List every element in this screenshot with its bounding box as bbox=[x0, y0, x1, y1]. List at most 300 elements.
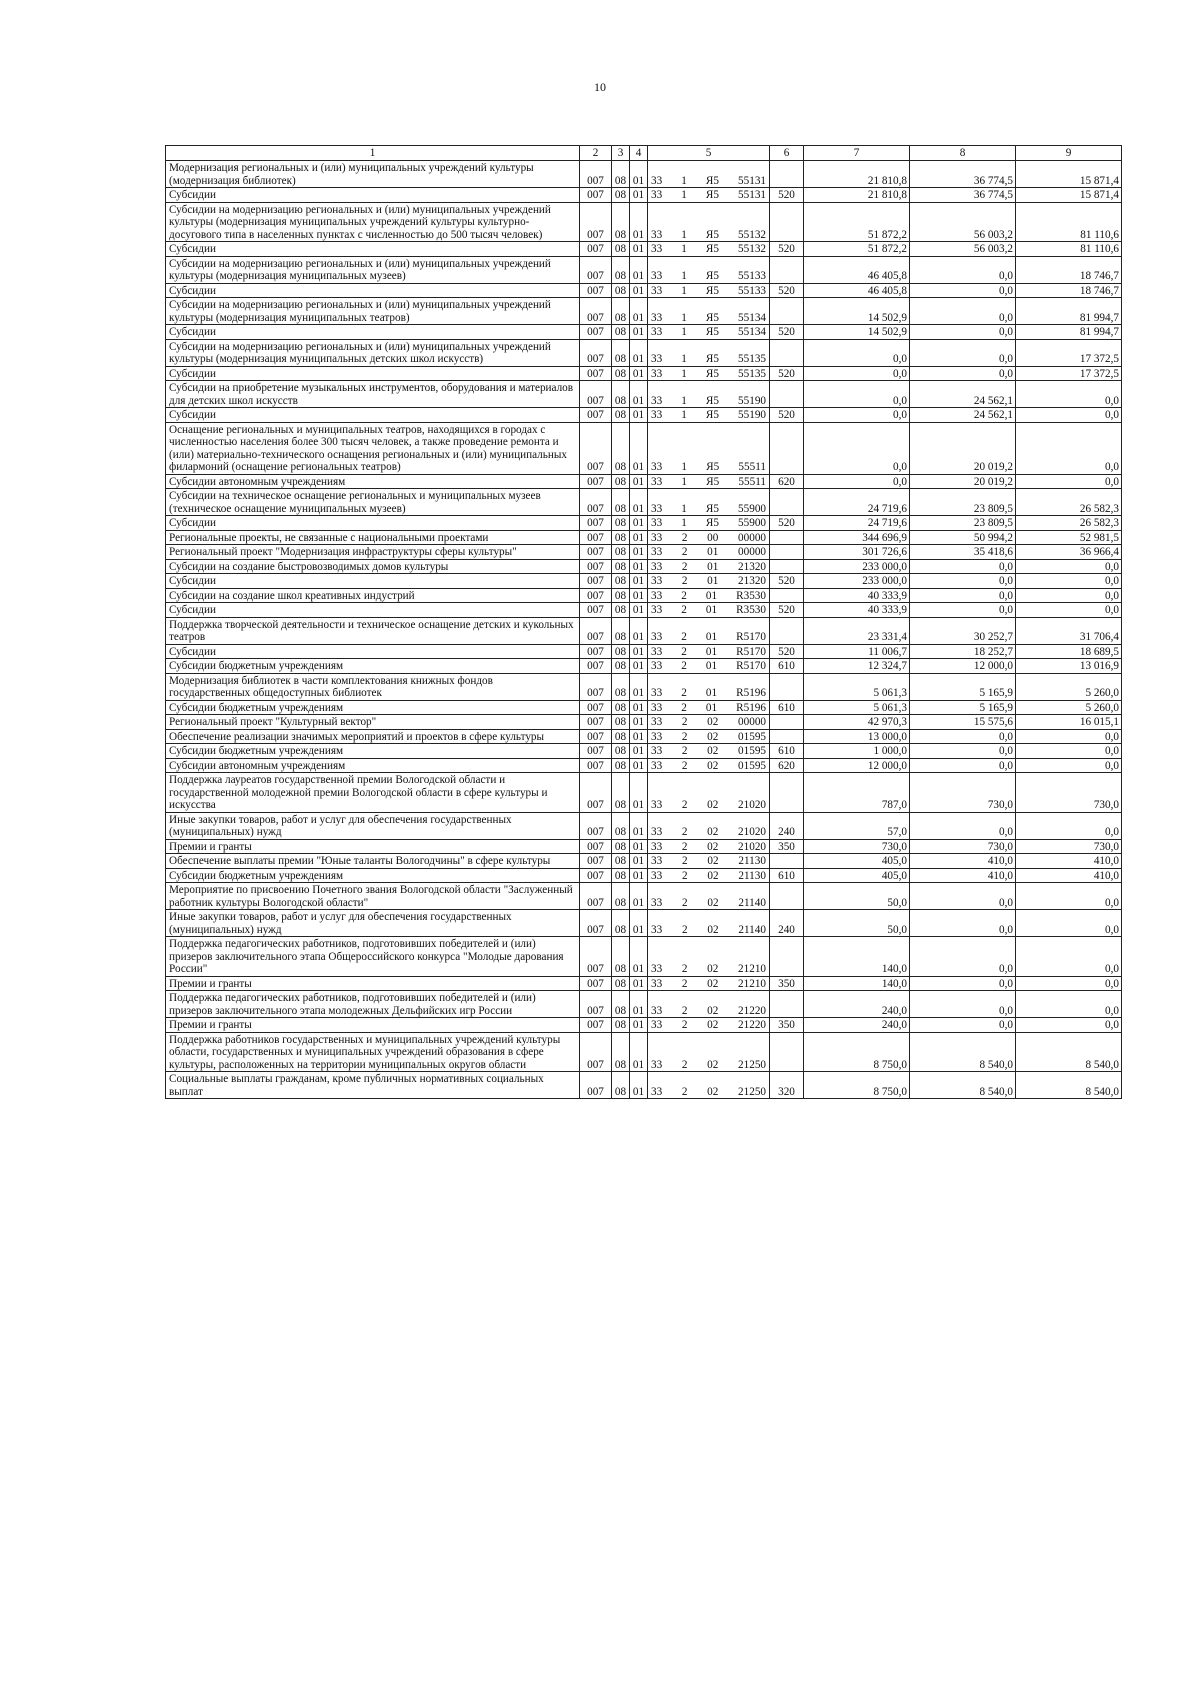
target-article-program: 33 bbox=[651, 326, 663, 338]
amount-year-3: 16 015,1 bbox=[1016, 715, 1122, 730]
ministry-code: 007 bbox=[580, 339, 612, 366]
target-article-parts bbox=[649, 855, 768, 868]
target-article-parts bbox=[649, 546, 768, 559]
target-article-program: 33 bbox=[651, 531, 663, 544]
amount-year-2: 36 774,5 bbox=[910, 188, 1016, 203]
target-article-project: Я5 bbox=[705, 502, 719, 515]
expense-type-code bbox=[770, 339, 804, 366]
row-name: Иные закупки товаров, работ и услуг для обеспечения государственных (муниципальных) нужд bbox=[166, 910, 580, 937]
section-code: 08 bbox=[612, 366, 630, 381]
section-code: 08 bbox=[612, 1072, 630, 1099]
target-article-program: 33 bbox=[651, 869, 663, 882]
row-name: Поддержка лауреатов государственной премии Вологодской области и государственной молодежной премии Вологодской области в сфере культуры и искусства bbox=[166, 773, 580, 813]
amount-year-1: 240,0 bbox=[804, 991, 910, 1018]
amount-year-1: 1 000,0 bbox=[804, 744, 910, 759]
target-article-project: 01 bbox=[705, 660, 718, 672]
target-article-code bbox=[648, 242, 770, 257]
expense-type-code bbox=[770, 545, 804, 560]
expense-type-code: 520 bbox=[770, 574, 804, 589]
amount-year-1: 140,0 bbox=[804, 937, 910, 977]
target-article-parts bbox=[649, 870, 768, 883]
target-article-direction: 55900 bbox=[738, 517, 766, 529]
table-row bbox=[166, 603, 1122, 618]
table-row bbox=[166, 644, 1122, 659]
amount-year-3: 730,0 bbox=[1016, 773, 1122, 813]
target-article-project: Я5 bbox=[705, 517, 719, 529]
target-article-project: 00 bbox=[707, 531, 719, 544]
subsection-code: 01 bbox=[630, 644, 648, 659]
target-article-direction: 55135 bbox=[738, 353, 766, 365]
subsection-code: 01 bbox=[630, 1032, 648, 1072]
target-article-code bbox=[648, 574, 770, 589]
amount-year-1: 5 061,3 bbox=[804, 700, 910, 715]
target-article-parts bbox=[649, 745, 768, 758]
target-article-project: 02 bbox=[707, 855, 719, 867]
target-article-code bbox=[648, 937, 770, 977]
amount-year-2: 0,0 bbox=[910, 937, 1016, 977]
target-article-code bbox=[648, 381, 770, 408]
amount-year-2: 50 994,2 bbox=[910, 530, 1016, 545]
target-article-direction: R5170 bbox=[736, 645, 766, 658]
target-article-project: Я5 bbox=[705, 174, 719, 187]
row-name: Региональные проекты, не связанные с национальными проектами bbox=[166, 530, 580, 545]
amount-year-1: 301 726,6 bbox=[804, 545, 910, 560]
target-article-code bbox=[648, 673, 770, 700]
table-row bbox=[166, 854, 1122, 869]
target-article-code bbox=[648, 422, 770, 474]
target-article-code bbox=[648, 868, 770, 883]
target-article-type: 2 bbox=[682, 855, 688, 867]
target-article-direction: 01595 bbox=[738, 745, 766, 757]
ministry-code: 007 bbox=[580, 991, 612, 1018]
table-row bbox=[166, 1032, 1122, 1072]
amount-year-3: 410,0 bbox=[1016, 854, 1122, 869]
amount-year-2: 0,0 bbox=[910, 256, 1016, 283]
subsection-code: 01 bbox=[630, 530, 648, 545]
amount-year-3: 18 746,7 bbox=[1016, 283, 1122, 298]
subsection-code: 01 bbox=[630, 366, 648, 381]
target-article-project: 02 bbox=[707, 977, 719, 990]
target-article-type: 2 bbox=[681, 575, 688, 587]
amount-year-1: 12 000,0 bbox=[804, 758, 910, 773]
ministry-code: 007 bbox=[580, 474, 612, 489]
ministry-code: 007 bbox=[580, 773, 612, 813]
amount-year-1: 46 405,8 bbox=[804, 256, 910, 283]
table-row bbox=[166, 617, 1122, 644]
target-article-type: 2 bbox=[681, 645, 687, 658]
target-article-parts bbox=[649, 326, 768, 339]
amount-year-2: 20 019,2 bbox=[910, 474, 1016, 489]
amount-year-1: 344 696,9 bbox=[804, 530, 910, 545]
table-row bbox=[166, 574, 1122, 589]
amount-year-3: 18 689,5 bbox=[1016, 644, 1122, 659]
target-article-parts bbox=[649, 353, 768, 366]
amount-year-2: 0,0 bbox=[910, 574, 1016, 589]
amount-year-3: 0,0 bbox=[1016, 744, 1122, 759]
target-article-project: 02 bbox=[707, 963, 719, 975]
target-article-code bbox=[648, 910, 770, 937]
subsection-code: 01 bbox=[630, 991, 648, 1018]
target-article-project: Я5 bbox=[705, 409, 719, 421]
row-name: Субсидии бюджетным учреждениям bbox=[166, 744, 580, 759]
target-article-code bbox=[648, 744, 770, 759]
table-row bbox=[166, 489, 1122, 516]
target-article-direction: 55132 bbox=[738, 228, 766, 241]
amount-year-1: 5 061,3 bbox=[804, 673, 910, 700]
amount-year-3: 81 110,6 bbox=[1016, 202, 1122, 242]
amount-year-1: 8 750,0 bbox=[804, 1072, 910, 1099]
target-article-parts bbox=[649, 963, 768, 976]
target-article-direction: 55134 bbox=[738, 311, 766, 324]
expense-type-code: 610 bbox=[770, 659, 804, 674]
target-article-project: Я5 bbox=[705, 228, 719, 241]
target-article-type: 2 bbox=[681, 589, 687, 602]
target-article-program: 33 bbox=[651, 394, 663, 407]
table-row bbox=[166, 474, 1122, 489]
ministry-code: 007 bbox=[580, 868, 612, 883]
target-article-parts bbox=[649, 1019, 768, 1032]
target-article-parts bbox=[649, 175, 768, 188]
section-code: 08 bbox=[612, 603, 630, 618]
amount-year-2: 0,0 bbox=[910, 991, 1016, 1018]
header-cell: 2 bbox=[580, 146, 612, 161]
page-number: 10 bbox=[594, 80, 606, 94]
target-article-project: 02 bbox=[707, 1019, 719, 1031]
table-row bbox=[166, 715, 1122, 730]
amount-year-2: 23 809,5 bbox=[910, 489, 1016, 516]
subsection-code: 01 bbox=[630, 202, 648, 242]
amount-year-2: 12 000,0 bbox=[910, 659, 1016, 674]
expense-type-code bbox=[770, 202, 804, 242]
target-article-project: 02 bbox=[707, 1004, 719, 1017]
ministry-code: 007 bbox=[580, 1018, 612, 1033]
amount-year-1: 40 333,9 bbox=[804, 588, 910, 603]
ministry-code: 007 bbox=[580, 202, 612, 242]
target-article-direction: 55511 bbox=[738, 461, 766, 473]
table-row bbox=[166, 545, 1122, 560]
subsection-code: 01 bbox=[630, 758, 648, 773]
table-row bbox=[166, 673, 1122, 700]
amount-year-2: 56 003,2 bbox=[910, 242, 1016, 257]
table-row bbox=[166, 530, 1122, 545]
amount-year-2: 23 809,5 bbox=[910, 516, 1016, 531]
target-article-project: 02 bbox=[707, 759, 719, 772]
amount-year-3: 36 966,4 bbox=[1016, 545, 1122, 560]
row-name: Иные закупки товаров, работ и услуг для обеспечения государственных (муниципальных) нужд bbox=[166, 812, 580, 839]
target-article-direction: 55134 bbox=[738, 326, 766, 338]
ministry-code: 007 bbox=[580, 1072, 612, 1099]
target-article-program: 33 bbox=[651, 687, 663, 699]
target-article-project: Я5 bbox=[705, 189, 719, 201]
ministry-code: 007 bbox=[580, 659, 612, 674]
target-article-project: 02 bbox=[707, 923, 719, 936]
expense-type-code: 350 bbox=[770, 839, 804, 854]
target-article-type: 2 bbox=[681, 730, 688, 743]
ministry-code: 007 bbox=[580, 242, 612, 257]
expense-type-code: 620 bbox=[770, 758, 804, 773]
target-article-program: 33 bbox=[651, 174, 663, 187]
table-row bbox=[166, 366, 1122, 381]
target-article-parts bbox=[649, 1086, 768, 1099]
subsection-code: 01 bbox=[630, 422, 648, 474]
target-article-parts bbox=[649, 409, 768, 422]
target-article-direction: 55133 bbox=[738, 270, 766, 282]
target-article-type: 1 bbox=[681, 475, 687, 488]
expense-type-code bbox=[770, 381, 804, 408]
amount-year-2: 0,0 bbox=[910, 298, 1016, 325]
ministry-code: 007 bbox=[580, 617, 612, 644]
table-row bbox=[166, 516, 1122, 531]
subsection-code: 01 bbox=[630, 659, 648, 674]
ministry-code: 007 bbox=[580, 883, 612, 910]
target-article-parts bbox=[649, 368, 768, 381]
target-article-type: 1 bbox=[681, 311, 687, 324]
target-article-program: 33 bbox=[651, 759, 663, 772]
target-article-project: 02 bbox=[707, 826, 719, 838]
target-article-program: 33 bbox=[651, 311, 663, 324]
amount-year-1: 11 006,7 bbox=[804, 644, 910, 659]
amount-year-3: 0,0 bbox=[1016, 408, 1122, 423]
target-article-type: 2 bbox=[681, 631, 687, 643]
table-row bbox=[166, 910, 1122, 937]
expense-type-code bbox=[770, 530, 804, 545]
amount-year-2: 36 774,5 bbox=[910, 161, 1016, 188]
ministry-code: 007 bbox=[580, 603, 612, 618]
target-article-direction: 21220 bbox=[738, 1019, 766, 1031]
section-code: 08 bbox=[612, 530, 630, 545]
target-article-code bbox=[648, 530, 770, 545]
target-article-direction: 21250 bbox=[738, 1085, 766, 1098]
target-article-type: 1 bbox=[681, 367, 687, 380]
amount-year-1: 8 750,0 bbox=[804, 1032, 910, 1072]
ministry-code: 007 bbox=[580, 516, 612, 531]
target-article-parts bbox=[649, 799, 768, 812]
table-row bbox=[166, 1018, 1122, 1033]
target-article-code bbox=[648, 976, 770, 991]
target-article-direction: 21020 bbox=[738, 826, 766, 838]
target-article-code bbox=[648, 758, 770, 773]
row-name: Субсидии bbox=[166, 408, 580, 423]
header-cell: 7 bbox=[804, 146, 910, 161]
amount-year-3: 81 994,7 bbox=[1016, 325, 1122, 340]
amount-year-3: 0,0 bbox=[1016, 758, 1122, 773]
target-article-program: 33 bbox=[651, 963, 663, 975]
target-article-type: 1 bbox=[681, 174, 687, 187]
target-article-parts bbox=[649, 461, 768, 474]
amount-year-1: 14 502,9 bbox=[804, 298, 910, 325]
table-row bbox=[166, 812, 1122, 839]
section-code: 08 bbox=[612, 559, 630, 574]
target-article-project: Я5 bbox=[705, 311, 719, 324]
target-article-type: 2 bbox=[681, 745, 688, 757]
row-name: Премии и гранты bbox=[166, 839, 580, 854]
target-article-parts bbox=[649, 716, 768, 729]
target-article-code bbox=[648, 773, 770, 813]
target-article-project: 01 bbox=[705, 645, 718, 658]
subsection-code: 01 bbox=[630, 516, 648, 531]
target-article-direction: R5170 bbox=[736, 631, 766, 643]
target-article-program: 33 bbox=[651, 716, 663, 728]
amount-year-3: 0,0 bbox=[1016, 588, 1122, 603]
table-row bbox=[166, 242, 1122, 257]
subsection-code: 01 bbox=[630, 744, 648, 759]
amount-year-1: 240,0 bbox=[804, 1018, 910, 1033]
row-name: Субсидии bbox=[166, 603, 580, 618]
expense-type-code bbox=[770, 1032, 804, 1072]
ministry-code: 007 bbox=[580, 366, 612, 381]
amount-year-1: 0,0 bbox=[804, 381, 910, 408]
ministry-code: 007 bbox=[580, 545, 612, 560]
target-article-project: Я5 bbox=[706, 461, 720, 473]
expense-type-code bbox=[770, 854, 804, 869]
amount-year-2: 0,0 bbox=[910, 588, 1016, 603]
amount-year-3: 0,0 bbox=[1016, 937, 1122, 977]
amount-year-2: 0,0 bbox=[910, 812, 1016, 839]
target-article-direction: 21020 bbox=[738, 799, 766, 811]
target-article-project: 02 bbox=[707, 745, 719, 757]
amount-year-2: 20 019,2 bbox=[910, 422, 1016, 474]
table-row bbox=[166, 937, 1122, 977]
target-article-parts bbox=[649, 189, 768, 202]
ministry-code: 007 bbox=[580, 758, 612, 773]
amount-year-2: 24 562,1 bbox=[910, 408, 1016, 423]
table-row bbox=[166, 283, 1122, 298]
amount-year-3: 26 582,3 bbox=[1016, 516, 1122, 531]
amount-year-1: 42 970,3 bbox=[804, 715, 910, 730]
target-article-program: 33 bbox=[651, 461, 663, 473]
subsection-code: 01 bbox=[630, 339, 648, 366]
ministry-code: 007 bbox=[580, 644, 612, 659]
target-article-program: 33 bbox=[651, 604, 663, 616]
section-code: 08 bbox=[612, 1032, 630, 1072]
section-code: 08 bbox=[612, 991, 630, 1018]
amount-year-1: 24 719,6 bbox=[804, 489, 910, 516]
section-code: 08 bbox=[612, 812, 630, 839]
amount-year-3: 81 110,6 bbox=[1016, 242, 1122, 257]
row-name: Субсидии на модернизацию региональных и (или) муниципальных учреждений культуры (модернизация муниципальных музеев) bbox=[166, 256, 580, 283]
amount-year-3: 0,0 bbox=[1016, 559, 1122, 574]
row-name: Поддержка педагогических работников, подготовивших победителей и (или) призеров заключительного этапа Общероссийского конкурса "Молодые дарования России" bbox=[166, 937, 580, 977]
subsection-code: 01 bbox=[630, 489, 648, 516]
subsection-code: 01 bbox=[630, 603, 648, 618]
target-article-project: 01 bbox=[707, 560, 719, 573]
target-article-parts bbox=[649, 631, 768, 644]
table-row bbox=[166, 991, 1122, 1018]
target-article-direction: R5170 bbox=[736, 660, 766, 672]
amount-year-2: 8 540,0 bbox=[910, 1072, 1016, 1099]
target-article-type: 2 bbox=[681, 604, 687, 616]
target-article-program: 33 bbox=[651, 1004, 663, 1017]
header-cell: 5 bbox=[648, 146, 770, 161]
target-article-program: 33 bbox=[651, 475, 663, 488]
subsection-code: 01 bbox=[630, 673, 648, 700]
section-code: 08 bbox=[612, 937, 630, 977]
row-name: Оснащение региональных и муниципальных театров, находящихся в городах с численностью населения более 300 тысяч человек, а также проведение ремонта и (или) материально-технического оснащения региональных и (или) муниципальных филармоний (оснащение региональных театров) bbox=[166, 422, 580, 474]
target-article-type: 2 bbox=[681, 977, 688, 990]
amount-year-2: 0,0 bbox=[910, 729, 1016, 744]
target-article-program: 33 bbox=[651, 270, 663, 282]
row-name: Субсидии автономным учреждениям bbox=[166, 474, 580, 489]
amount-year-1: 51 872,2 bbox=[804, 202, 910, 242]
target-article-parts bbox=[649, 924, 768, 937]
target-article-parts bbox=[649, 897, 768, 910]
table-row bbox=[166, 408, 1122, 423]
budget-table bbox=[165, 145, 1122, 1099]
amount-year-1: 57,0 bbox=[804, 812, 910, 839]
expense-type-code: 610 bbox=[770, 700, 804, 715]
amount-year-3: 0,0 bbox=[1016, 574, 1122, 589]
table-row bbox=[166, 422, 1122, 474]
target-article-parts bbox=[649, 702, 768, 715]
amount-year-1: 0,0 bbox=[804, 339, 910, 366]
subsection-code: 01 bbox=[630, 729, 648, 744]
expense-type-code: 520 bbox=[770, 644, 804, 659]
target-article-type: 2 bbox=[681, 759, 688, 772]
target-article-type: 2 bbox=[681, 660, 687, 672]
ministry-code: 007 bbox=[580, 422, 612, 474]
table-row bbox=[166, 839, 1122, 854]
amount-year-3: 26 582,3 bbox=[1016, 489, 1122, 516]
target-article-code bbox=[648, 188, 770, 203]
target-article-program: 33 bbox=[651, 575, 663, 587]
ministry-code: 007 bbox=[580, 700, 612, 715]
expense-type-code bbox=[770, 991, 804, 1018]
expense-type-code bbox=[770, 489, 804, 516]
amount-year-2: 30 252,7 bbox=[910, 617, 1016, 644]
target-article-program: 33 bbox=[651, 840, 663, 853]
amount-year-2: 5 165,9 bbox=[910, 673, 1016, 700]
expense-type-code: 240 bbox=[770, 910, 804, 937]
target-article-project: Я5 bbox=[705, 394, 719, 407]
target-article-project: Я5 bbox=[705, 326, 719, 338]
section-code: 08 bbox=[612, 617, 630, 644]
subsection-code: 01 bbox=[630, 1018, 648, 1033]
target-article-code bbox=[648, 883, 770, 910]
target-article-code bbox=[648, 489, 770, 516]
amount-year-3: 410,0 bbox=[1016, 868, 1122, 883]
section-code: 08 bbox=[612, 773, 630, 813]
table-row bbox=[166, 339, 1122, 366]
expense-type-code bbox=[770, 937, 804, 977]
row-name: Обеспечение выплаты премии "Юные таланты Вологодчины" в сфере культуры bbox=[166, 854, 580, 869]
row-name: Модернизация региональных и (или) муниципальных учреждений культуры (модернизация библиотек) bbox=[166, 161, 580, 188]
table-row bbox=[166, 868, 1122, 883]
target-article-direction: 55190 bbox=[738, 409, 766, 421]
amount-year-2: 5 165,9 bbox=[910, 700, 1016, 715]
amount-year-2: 0,0 bbox=[910, 366, 1016, 381]
section-code: 08 bbox=[612, 298, 630, 325]
target-article-program: 33 bbox=[651, 502, 663, 515]
amount-year-2: 0,0 bbox=[910, 910, 1016, 937]
target-article-parts bbox=[649, 229, 768, 242]
target-article-type: 1 bbox=[681, 189, 687, 201]
subsection-code: 01 bbox=[630, 298, 648, 325]
subsection-code: 01 bbox=[630, 1072, 648, 1099]
amount-year-2: 410,0 bbox=[910, 868, 1016, 883]
section-code: 08 bbox=[612, 854, 630, 869]
ministry-code: 007 bbox=[580, 976, 612, 991]
target-article-project: Я5 bbox=[705, 367, 719, 380]
target-article-parts bbox=[649, 1005, 768, 1018]
target-article-direction: 21140 bbox=[738, 896, 766, 909]
target-article-project: 02 bbox=[707, 716, 719, 728]
row-name: Субсидии bbox=[166, 242, 580, 257]
amount-year-1: 21 810,8 bbox=[804, 161, 910, 188]
section-code: 08 bbox=[612, 422, 630, 474]
target-article-program: 33 bbox=[651, 923, 663, 936]
target-article-code bbox=[648, 644, 770, 659]
amount-year-3: 5 260,0 bbox=[1016, 673, 1122, 700]
